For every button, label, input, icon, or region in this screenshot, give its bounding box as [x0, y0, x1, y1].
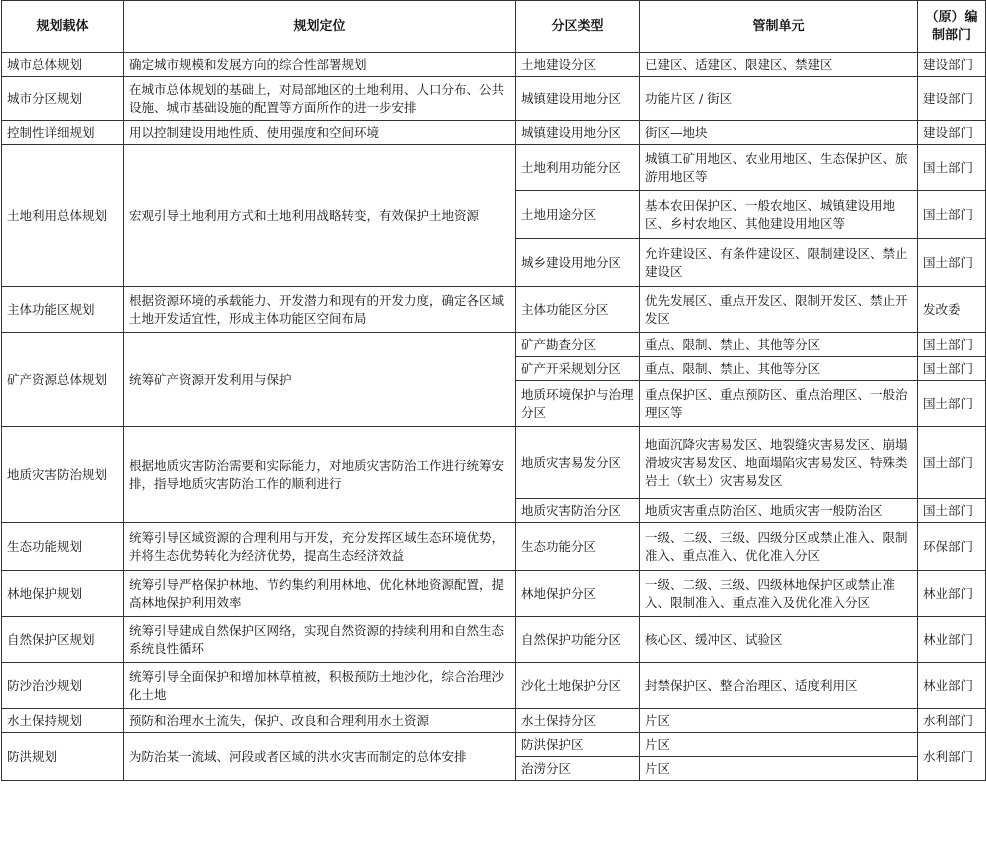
department-cell: 林业部门: [918, 663, 986, 709]
department-cell: 林业部门: [918, 617, 986, 663]
carrier-cell: 控制性详细规划: [2, 121, 124, 145]
positioning-cell: 宏观引导土地利用方式和土地利用战略转变，有效保护土地资源: [124, 145, 516, 287]
table-row: [2, 617, 986, 663]
control-unit-cell: 核心区、缓冲区、试验区: [640, 617, 918, 663]
carrier-cell: 地质灾害防治规划: [2, 427, 124, 523]
control-unit-cell: 已建区、适建区、限建区、禁建区: [640, 53, 918, 77]
positioning-cell: 根据地质灾害防治需要和实际能力，对地质灾害防治工作进行统筹安排，指导地质灾害防治工作的顺利进行: [124, 427, 516, 523]
department-cell: 建设部门: [918, 77, 986, 121]
carrier-cell: 生态功能规划: [2, 523, 124, 571]
department-cell: 国土部门: [918, 381, 986, 427]
positioning-cell: 统筹引导严格保护林地、节约集约利用林地、优化林地资源配置，提高林地保护利用效率: [124, 571, 516, 617]
zone-type-cell: 土地用途分区: [516, 191, 640, 239]
table-row: [2, 733, 986, 757]
positioning-cell: 用以控制建设用地性质、使用强度和空间环境: [124, 121, 516, 145]
carrier-cell: 防洪规划: [2, 733, 124, 781]
department-cell: 水利部门: [918, 733, 986, 781]
control-unit-cell: 一级、二级、三级、四级林地保护区或禁止准入、限制准入、重点准入及优化准入分区: [640, 571, 918, 617]
table-row: [2, 53, 986, 77]
table-row: [2, 427, 986, 499]
zone-type-cell: 矿产勘查分区: [516, 333, 640, 357]
control-unit-cell: 允许建设区、有条件建设区、限制建设区、禁止建设区: [640, 239, 918, 287]
zone-type-cell: 主体功能区分区: [516, 287, 640, 333]
department-cell: 发改委: [918, 287, 986, 333]
positioning-cell: 统筹引导区域资源的合理利用与开发，充分发挥区域生态环境优势，并将生态优势转化为经济优势，提高生态经济效益: [124, 523, 516, 571]
table-row: [2, 523, 986, 571]
control-unit-cell: 地质灾害重点防治区、地质灾害一般防治区: [640, 499, 918, 523]
zone-type-cell: 林地保护分区: [516, 571, 640, 617]
positioning-cell: 根据资源环境的承载能力、开发潜力和现有的开发力度，确定各区域土地开发适宜性，形成主体功能区空间布局: [124, 287, 516, 333]
carrier-cell: 土地利用总体规划: [2, 145, 124, 287]
carrier-cell: 林地保护规划: [2, 571, 124, 617]
department-cell: 国土部门: [918, 239, 986, 287]
zone-type-cell: 城镇建设用地分区: [516, 77, 640, 121]
zone-type-cell: 城乡建设用地分区: [516, 239, 640, 287]
department-cell: 国土部门: [918, 357, 986, 381]
control-unit-cell: 地面沉降灾害易发区、地裂缝灾害易发区、崩塌滑坡灾害易发区、地面塌陷灾害易发区、特殊类岩土（软土）灾害易发区: [640, 427, 918, 499]
zone-type-cell: 城镇建设用地分区: [516, 121, 640, 145]
department-cell: 国土部门: [918, 333, 986, 357]
department-cell: 建设部门: [918, 121, 986, 145]
carrier-cell: 城市总体规划: [2, 53, 124, 77]
header-carrier: 规划载体: [2, 1, 124, 53]
department-cell: 环保部门: [918, 523, 986, 571]
carrier-cell: 防沙治沙规划: [2, 663, 124, 709]
header-control-unit: 管制单元: [640, 1, 918, 53]
department-cell: 水利部门: [918, 709, 986, 733]
control-unit-cell: 片区: [640, 757, 918, 781]
control-unit-cell: 重点、限制、禁止、其他等分区: [640, 333, 918, 357]
department-cell: 国土部门: [918, 145, 986, 191]
control-unit-cell: 功能片区 / 街区: [640, 77, 918, 121]
zone-type-cell: 地质环境保护与治理分区: [516, 381, 640, 427]
control-unit-cell: 重点、限制、禁止、其他等分区: [640, 357, 918, 381]
table-row: [2, 145, 986, 191]
department-cell: 国土部门: [918, 427, 986, 499]
control-unit-cell: 一级、二级、三级、四级分区或禁止准入、限制准入、重点准入、优化准入分区: [640, 523, 918, 571]
header-department: （原）编制部门: [918, 1, 986, 53]
zone-type-cell: 防洪保护区: [516, 733, 640, 757]
control-unit-cell: 片区: [640, 733, 918, 757]
zone-type-cell: 水土保持分区: [516, 709, 640, 733]
zone-type-cell: 地质灾害易发分区: [516, 427, 640, 499]
header-zone-type: 分区类型: [516, 1, 640, 53]
department-cell: 国土部门: [918, 191, 986, 239]
table-row: [2, 663, 986, 709]
table-row: [2, 121, 986, 145]
positioning-cell: 统筹引导全面保护和增加林草植被，积极预防土地沙化，综合治理沙化土地: [124, 663, 516, 709]
carrier-cell: 水土保持规划: [2, 709, 124, 733]
control-unit-cell: 城镇工矿用地区、农业用地区、生态保护区、旅游用地区等: [640, 145, 918, 191]
positioning-cell: 预防和治理水土流失，保护、改良和合理利用水土资源: [124, 709, 516, 733]
zone-type-cell: 矿产开采规划分区: [516, 357, 640, 381]
control-unit-cell: 优先发展区、重点开发区、限制开发区、禁止开发区: [640, 287, 918, 333]
carrier-cell: 自然保护区规划: [2, 617, 124, 663]
positioning-cell: 统筹矿产资源开发利用与保护: [124, 333, 516, 427]
zone-type-cell: 土地建设分区: [516, 53, 640, 77]
table-row: [2, 333, 986, 357]
table-row: [2, 709, 986, 733]
department-cell: 国土部门: [918, 499, 986, 523]
department-cell: 林业部门: [918, 571, 986, 617]
zone-type-cell: 自然保护功能分区: [516, 617, 640, 663]
header-positioning: 规划定位: [124, 1, 516, 53]
positioning-cell: 统筹引导建成自然保护区网络，实现自然资源的持续利用和自然生态系统良性循环: [124, 617, 516, 663]
control-unit-cell: 封禁保护区、整合治理区、适度利用区: [640, 663, 918, 709]
carrier-cell: 城市分区规划: [2, 77, 124, 121]
department-cell: 建设部门: [918, 53, 986, 77]
positioning-cell: 确定城市规模和发展方向的综合性部署规划: [124, 53, 516, 77]
control-unit-cell: 片区: [640, 709, 918, 733]
table-row: [2, 77, 986, 121]
control-unit-cell: 重点保护区、重点预防区、重点治理区、一般治理区等: [640, 381, 918, 427]
positioning-cell: 在城市总体规划的基础上，对局部地区的土地利用、人口分布、公共设施、城市基础设施的配置等方面所作的进一步安排: [124, 77, 516, 121]
zone-type-cell: 生态功能分区: [516, 523, 640, 571]
positioning-cell: 为防治某一流域、河段或者区域的洪水灾害而制定的总体安排: [124, 733, 516, 781]
table-row: [2, 571, 986, 617]
carrier-cell: 主体功能区规划: [2, 287, 124, 333]
table-row: [2, 287, 986, 333]
zone-type-cell: 治涝分区: [516, 757, 640, 781]
planning-table: [1, 0, 986, 781]
zone-type-cell: 沙化土地保护分区: [516, 663, 640, 709]
control-unit-cell: 街区—地块: [640, 121, 918, 145]
control-unit-cell: 基本农田保护区、一般农地区、城镇建设用地区、乡村农地区、其他建设用地区等: [640, 191, 918, 239]
zone-type-cell: 地质灾害防治分区: [516, 499, 640, 523]
zone-type-cell: 土地利用功能分区: [516, 145, 640, 191]
carrier-cell: 矿产资源总体规划: [2, 333, 124, 427]
header-row: [2, 1, 986, 53]
